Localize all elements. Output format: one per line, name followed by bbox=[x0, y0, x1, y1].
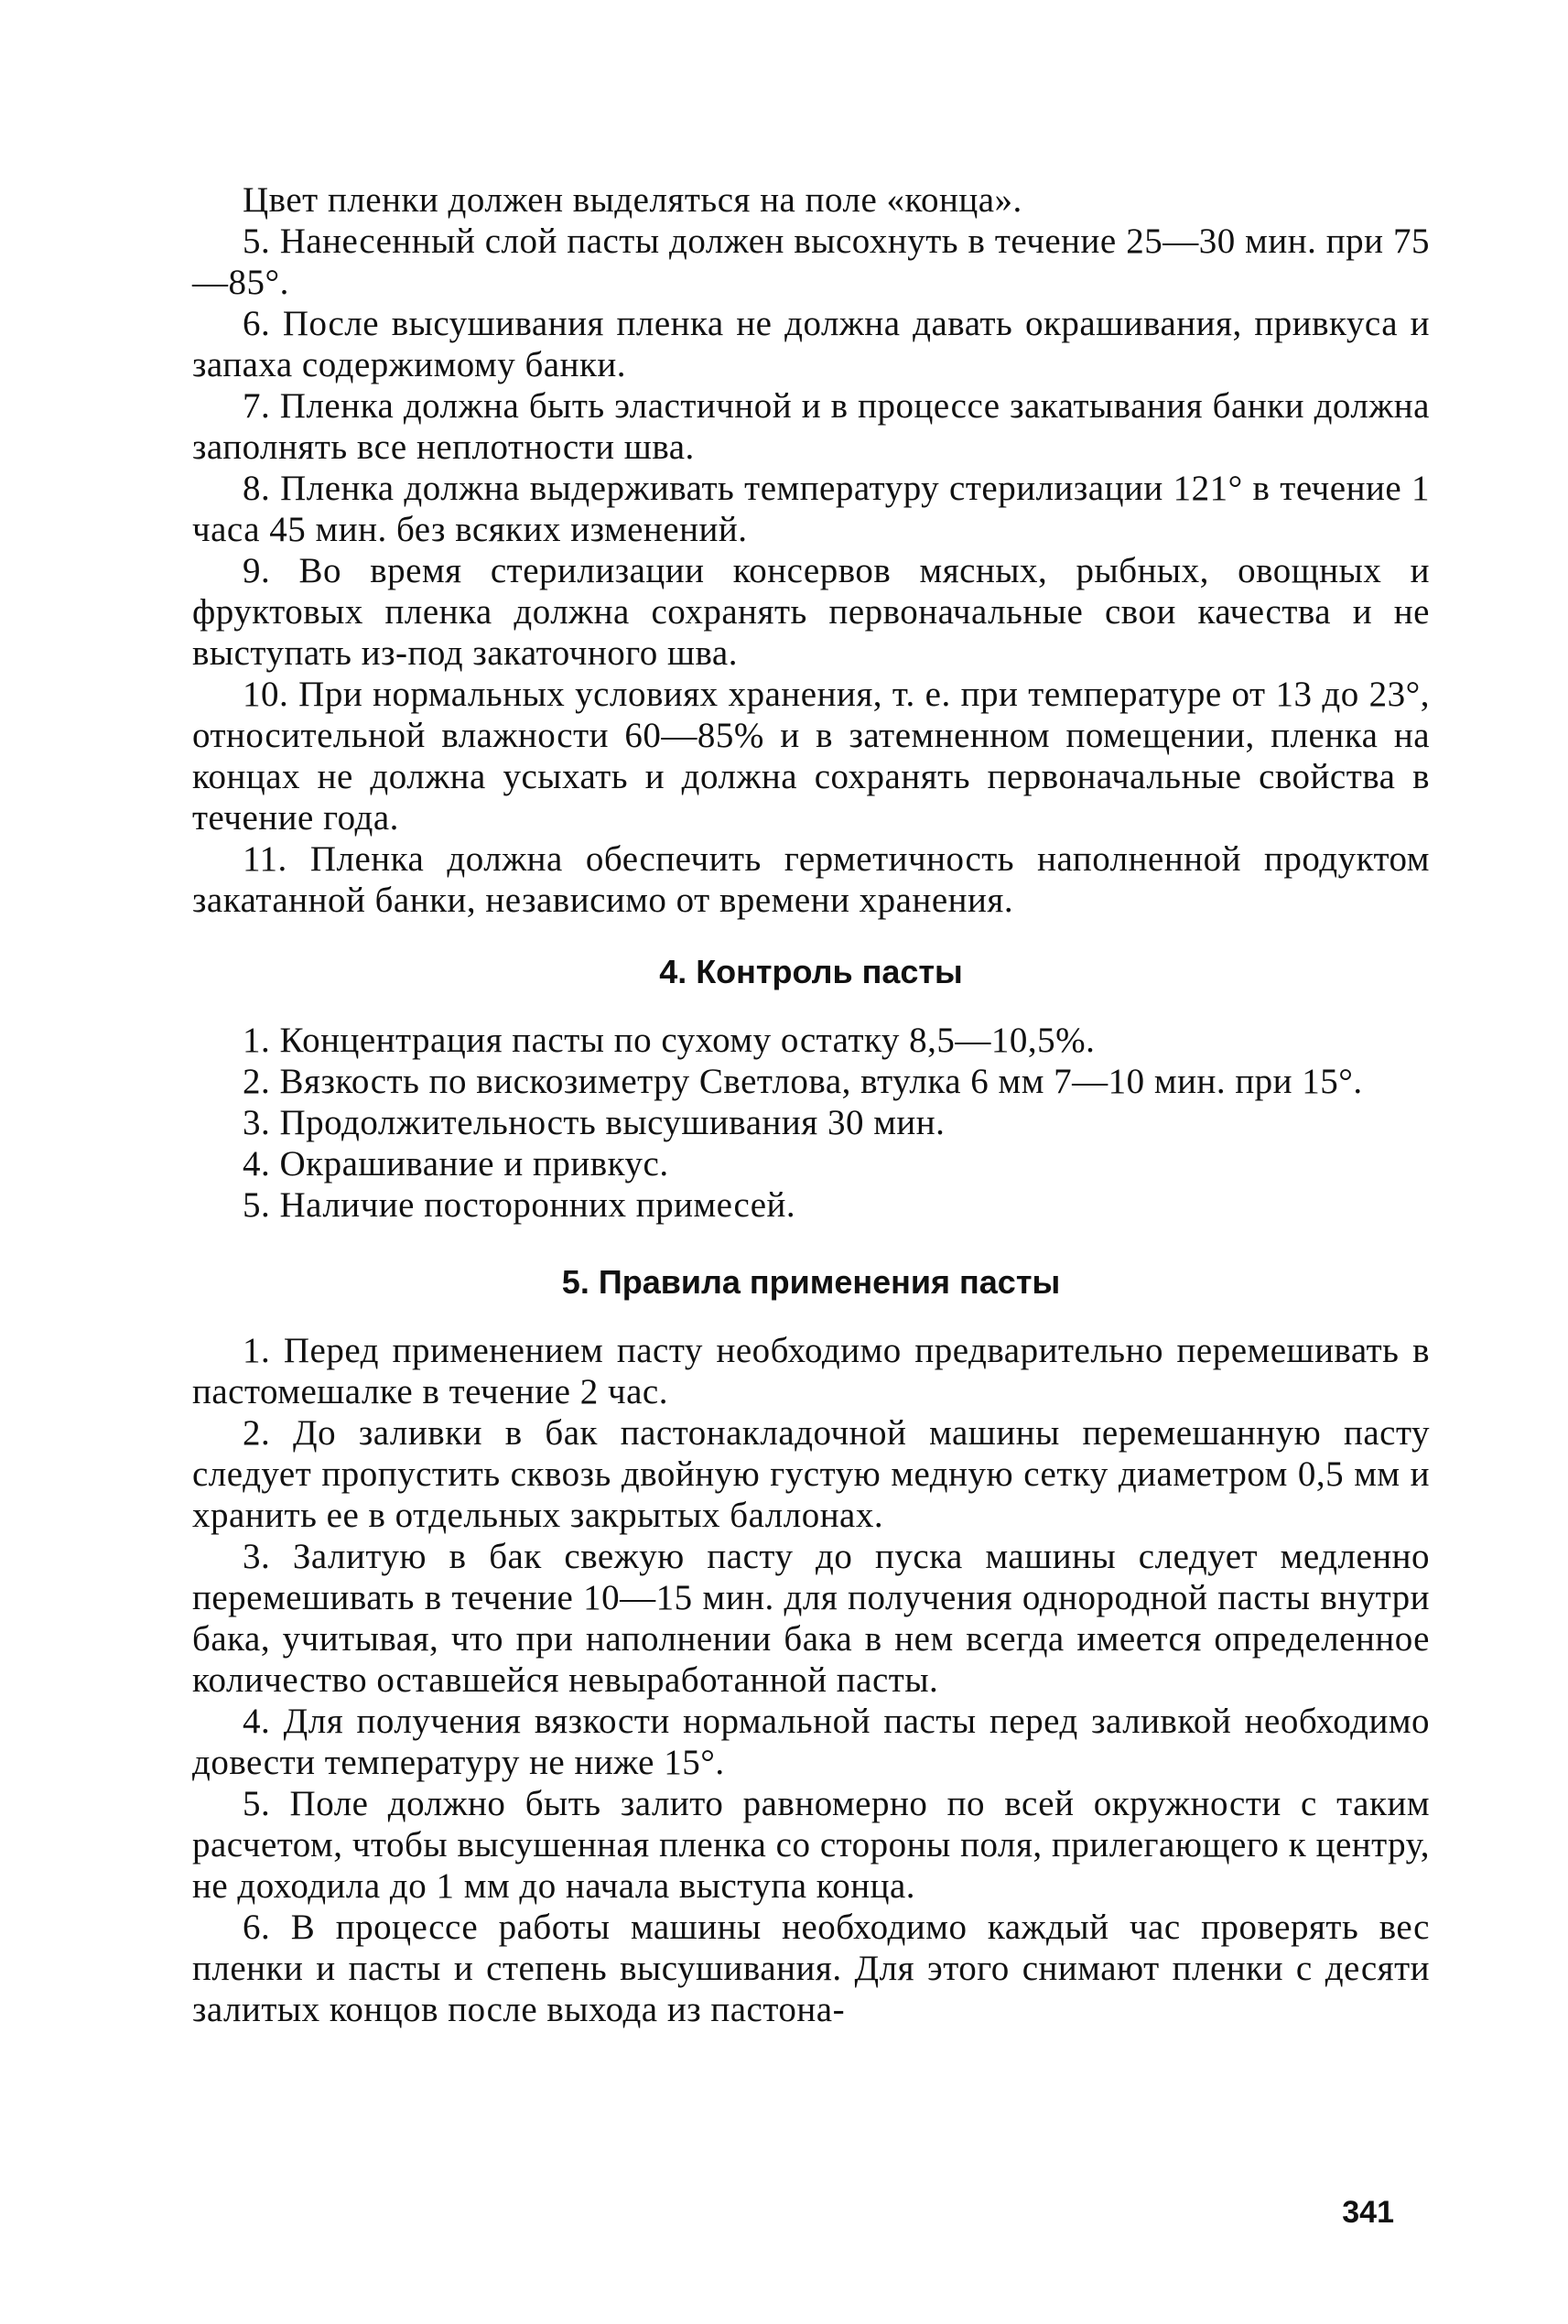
rule-item-5: 5. Поле должно быть залито равномерно по всей окружности с таким расчетом, чтобы высушенная пленка со стороны поля, прилегающего к центру, не доходила до 1 мм до начала выступа конца. bbox=[192, 1784, 1430, 1906]
paragraph-item-10: 10. При нормальных условиях хранения, т. е. при температуре от 13 до 23°, относительной влажности 60—85% и в затемненном помещении, пленка на концах не должна усыхать и должна сохранять первоначальные свойства в течение года. bbox=[192, 675, 1430, 838]
paragraph-item-11: 11. Пленка должна обеспечить герметичность наполненной продуктом закатанной банки, независимо от времени хранения. bbox=[192, 839, 1430, 920]
control-item-4: 4. Окрашивание и привкус. bbox=[243, 1144, 669, 1184]
control-item-1: 1. Концентрация пасты по сухому остатку 8,5—10,5%. bbox=[243, 1021, 1096, 1060]
rule-item-4: 4. Для получения вязкости нормальной пасты перед заливкой необходимо довести температуру не ниже 15°. bbox=[192, 1702, 1430, 1782]
control-item-2: 2. Вязкость по вискозиметру Светлова, втулка 6 мм 7—10 мин. при 15°. bbox=[243, 1062, 1363, 1101]
rule-item-2: 2. До заливки в бак пастонакладочной машины перемешанную пасту следует пропустить сквозь двойную густую медную сетку диаметром 0,5 мм и хранить ее в отдельных закрытых баллонах. bbox=[192, 1413, 1430, 1535]
control-item-3: 3. Продолжительность высушивания 30 мин. bbox=[243, 1103, 946, 1142]
section-heading-paste-rules: 5. Правила применения пасты bbox=[561, 1263, 1061, 1301]
rule-item-6: 6. В процессе работы машины необходимо каждый час проверять вес пленки и пасты и степень высушивания. Для этого снимают пленки с десяти залитых концов после выхода из пастона- bbox=[192, 1908, 1430, 2029]
paragraph-item-7: 7. Пленка должна быть эластичной и в процессе закатывания банки должна заполнять все неплотности шва. bbox=[192, 386, 1430, 467]
paragraph-item-8: 8. Пленка должна выдерживать температуру стерилизации 121° в течение 1 часа 45 мин. без всяких изменений. bbox=[192, 469, 1430, 549]
rule-item-3: 3. Залитую в бак свежую пасту до пуска машины следует медленно перемешивать в течение 10—15 мин. для получения однородной пасты внутри бака, учитывая, что при наполнении бака в нем всегда имеется определенное количество оставшейся невыработанной пасты. bbox=[192, 1537, 1430, 1700]
paragraph-film-color: Цвет пленки должен выделяться на поле «конца». bbox=[243, 180, 1022, 220]
page-number: 341 bbox=[1342, 2195, 1394, 2230]
paragraph-item-9: 9. Во время стерилизации консервов мясных, рыбных, овощных и фруктовых пленка должна сохранять первоначальные свои качества и не выступать из-под закаточного шва. bbox=[192, 551, 1430, 673]
page-body bbox=[192, 179, 1430, 2030]
control-item-5: 5. Наличие посторонних примесей. bbox=[243, 1185, 796, 1225]
paragraph-item-6: 6. После высушивания пленка не должна давать окрашивания, привкуса и запаха содержимому банки. bbox=[192, 304, 1430, 384]
paragraph-item-5: 5. Нанесенный слой пасты должен высохнуть в течение 25—30 мин. при 75—85°. bbox=[192, 222, 1430, 302]
section-heading-paste-control: 4. Контроль пасты bbox=[659, 953, 963, 990]
rule-item-1: 1. Перед применением пасту необходимо предварительно перемешивать в пастомешалке в течение 2 час. bbox=[192, 1331, 1430, 1411]
